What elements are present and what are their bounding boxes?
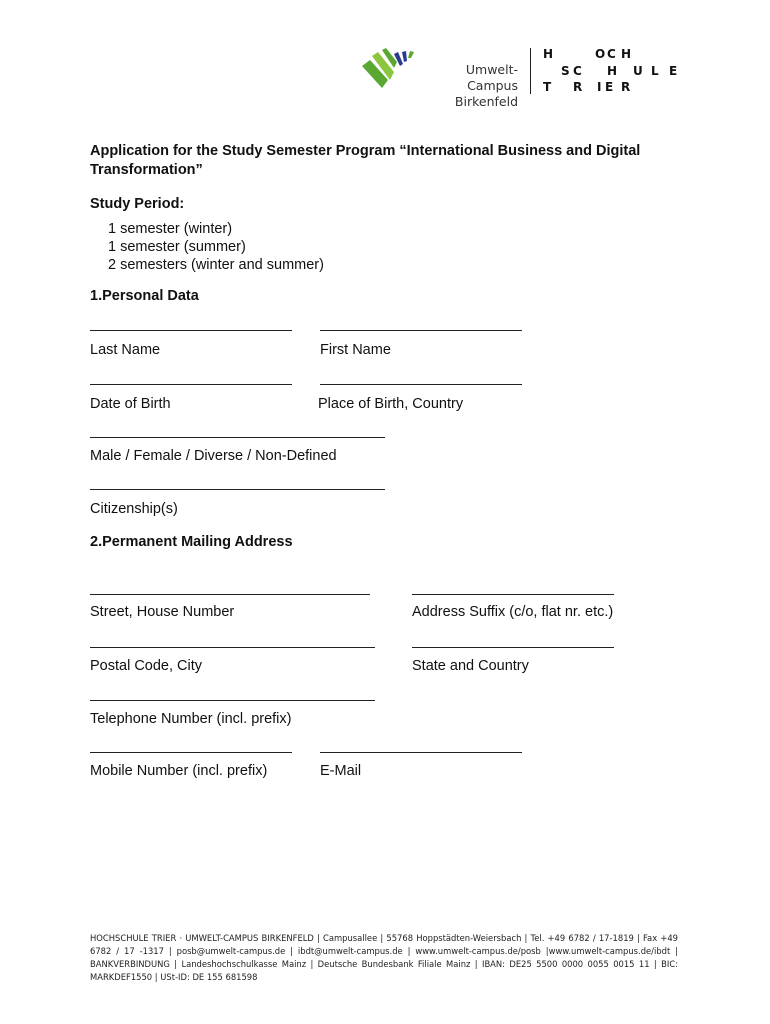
state-country-label: State and Country xyxy=(412,658,529,674)
street-field[interactable] xyxy=(90,594,370,595)
logo-letter: C xyxy=(607,47,616,61)
address-suffix-label: Address Suffix (c/o, flat nr. etc.) xyxy=(412,604,614,620)
address-suffix-field[interactable] xyxy=(412,594,614,595)
postal-code-city-field[interactable] xyxy=(90,647,375,648)
campus-line-2: Birkenfeld xyxy=(454,94,518,109)
logo-letter: R xyxy=(573,80,583,94)
logo-letter: U xyxy=(633,64,643,78)
footer-contact-info: HOCHSCHULE TRIER · UMWELT-CAMPUS BIRKENFELD | Campusallee | 55768 Hoppstädten-Weiersbach | Tel. +49 6782 / 17-1819 | Fax +49 6782 / 17 -1317 | posb@umwelt-campus.de | ibdt@umwelt-campus.de | www.umwelt-campus.de/posb |www.umwelt-campus.de/ibdt | BANKVERBINDUNG | Landeshochschulkasse Mainz | Deutsche Bundesbank Filiale Mainz | IBAN: DE25 5500 0000 0055 0015 11 | BIC: MARKDEF1550 | USt-ID: DE 155 681598 xyxy=(90,933,678,982)
logo-letter: S xyxy=(561,64,570,78)
study-period-option[interactable]: 1 semester (summer) xyxy=(108,239,246,255)
state-country-field[interactable] xyxy=(412,647,614,648)
citizenship-field[interactable] xyxy=(90,489,385,490)
logo-letter: E xyxy=(669,64,678,78)
gender-label: Male / Female / Diverse / Non-Defined xyxy=(90,448,337,464)
date-of-birth-field[interactable] xyxy=(90,384,292,385)
telephone-field[interactable] xyxy=(90,700,375,701)
study-period-option[interactable]: 1 semester (winter) xyxy=(108,221,233,237)
citizenship-label: Citizenship(s) xyxy=(90,501,178,517)
logo-divider xyxy=(530,48,531,94)
logo-letter: O xyxy=(595,47,606,61)
place-of-birth-field[interactable] xyxy=(320,384,522,385)
date-of-birth-label: Date of Birth xyxy=(90,396,171,412)
logo-letter: R xyxy=(621,80,631,94)
email-label: E-Mail xyxy=(320,763,362,779)
mobile-label: Mobile Number (incl. prefix) xyxy=(90,763,268,779)
personal-data-heading: 1.Personal Data xyxy=(90,288,199,304)
logo-letter: H xyxy=(543,47,554,61)
umwelt-campus-logo-icon xyxy=(360,46,420,96)
mobile-field[interactable] xyxy=(90,752,292,753)
logo-letter: L xyxy=(651,64,659,78)
mailing-address-heading: 2.Permanent Mailing Address xyxy=(90,534,293,550)
document-title: Application for the Study Semester Program “International Business and Digital Transformation” xyxy=(90,143,641,178)
last-name-label: Last Name xyxy=(90,342,161,358)
study-period-heading: Study Period: xyxy=(90,196,185,212)
last-name-field[interactable] xyxy=(90,330,292,331)
postal-code-city-label: Postal Code, City xyxy=(90,658,203,674)
logo-letter: E xyxy=(605,80,614,94)
place-of-birth-label: Place of Birth, Country xyxy=(318,396,464,412)
first-name-field[interactable] xyxy=(320,330,522,331)
logo-letter: I xyxy=(597,80,602,94)
campus-line-1: Umwelt-Campus xyxy=(465,62,518,93)
study-period-option[interactable]: 2 semesters (winter and summer) xyxy=(108,257,324,273)
email-field[interactable] xyxy=(320,752,522,753)
telephone-label: Telephone Number (incl. prefix) xyxy=(90,711,292,727)
street-label: Street, House Number xyxy=(90,604,235,620)
logo-letter: T xyxy=(543,80,552,94)
first-name-label: First Name xyxy=(320,342,391,358)
campus-name xyxy=(418,62,518,110)
gender-field[interactable] xyxy=(90,437,385,438)
logo-letter: C xyxy=(573,64,582,78)
logo-letter: H xyxy=(621,47,632,61)
logo-letter: H xyxy=(607,64,618,78)
